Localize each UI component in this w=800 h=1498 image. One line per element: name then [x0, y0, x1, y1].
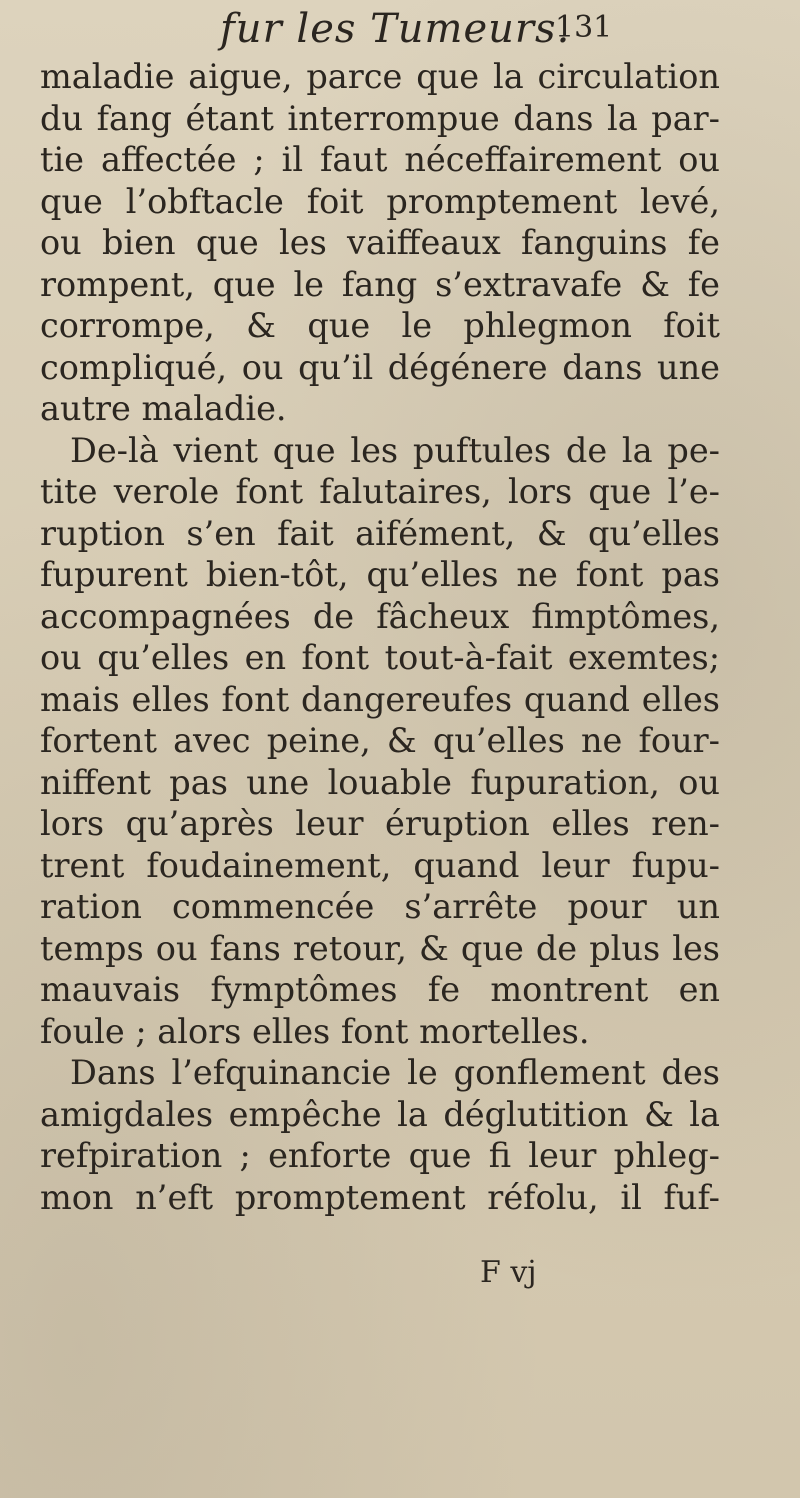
text-line: mais elles font dangereufes quand elles — [40, 679, 720, 719]
text-line: temps ou fans retour, & que de plus les — [40, 928, 720, 968]
text-line: ration commencée s’arrête pour un — [40, 887, 720, 926]
text-line: amigdales empêche la déglutition & la — [40, 1094, 720, 1134]
text-line: trent foudainement, quand leur fupu- — [40, 845, 720, 885]
text-line: mon n’eft promptement réfolu, il fuf- — [40, 1177, 720, 1217]
text-line: tie affectée ; il faut néceffairement ou — [40, 140, 720, 179]
text-line: mauvais fymptômes fe montrent en — [40, 970, 720, 1009]
text-line: Dans l’efquinancie le gonflement des — [70, 1053, 720, 1092]
text-line: maladie aigue, parce que la circulation — [40, 57, 720, 96]
text-line: ou bien que les vaiffeaux fanguins fe — [40, 223, 720, 262]
text-line: autre maladie. — [40, 389, 287, 428]
text-line: niffent pas une louable fupuration, ou — [40, 762, 720, 802]
text-line: que l’obftacle foit promptement levé, — [40, 181, 720, 221]
body-text — [40, 56, 720, 1218]
text-line: corrompe, & que le phlegmon foit — [40, 306, 720, 345]
page-header — [60, 6, 740, 56]
running-title: fur les Tumeurs. — [220, 6, 571, 52]
text-line: rompent, que le fang s’extravafe & fe — [40, 264, 720, 304]
text-line: ou qu’elles en font tout-à-fait exemtes; — [40, 638, 720, 677]
bottom-margin — [0, 1300, 800, 1498]
text-line: tite verole font falutaires, lors que l’e- — [40, 472, 720, 511]
text-line: accompagnées de fâcheux fimptômes, — [40, 596, 720, 636]
text-line: ruption s’en fait aifément, & qu’elles — [40, 513, 720, 553]
text-line: refpiration ; enforte que fi leur phleg- — [40, 1136, 720, 1175]
text-line: fortent avec peine, & qu’elles ne four- — [40, 721, 720, 760]
text-line: du fang étant interrompue dans la par- — [40, 98, 720, 138]
text-line: lors qu’après leur éruption elles ren- — [40, 804, 720, 843]
text-line: De-là vient que les puftules de la pe- — [70, 430, 720, 470]
text-line: foule ; alors elles font mortelles. — [40, 1011, 590, 1051]
text-line: fupurent bien-tôt, qu’elles ne font pas — [40, 555, 720, 594]
text-line: compliqué, ou qu’il dégénere dans une — [40, 347, 720, 387]
page-number: 131 — [555, 10, 613, 45]
signature-mark: F vj — [480, 1255, 537, 1290]
